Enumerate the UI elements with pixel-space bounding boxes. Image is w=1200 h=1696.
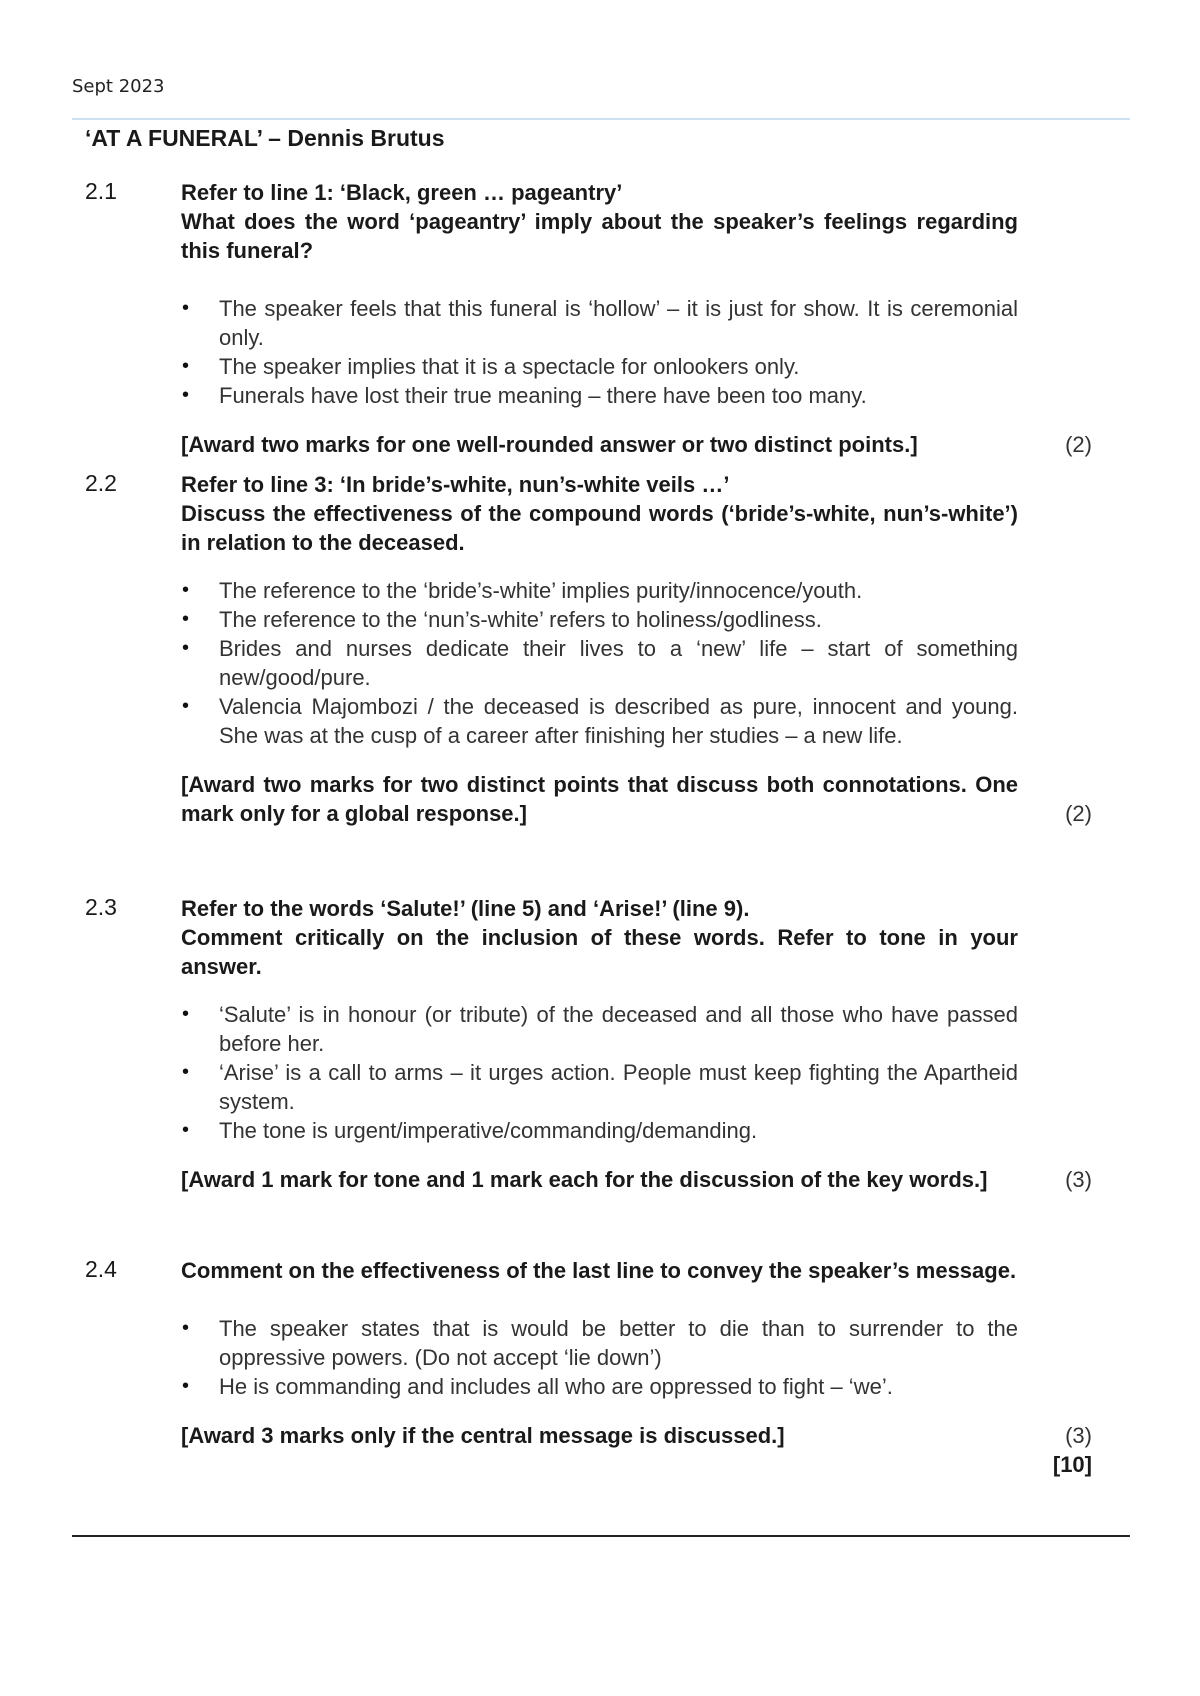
answer-point: • The speaker feels that this funeral is ‘hollow’ – it is just for show. It is ceremonial only. [181,294,1018,352]
question-prompt: Comment on the effectiveness of the last line to convey the speaker’s message. [181,1258,1017,1283]
award-instruction: [Award two marks for two distinct points that discuss both connotations. One mark only for a global response.] [181,772,1018,826]
answer-point: • The tone is urgent/imperative/commanding/demanding. [181,1116,1018,1145]
poem-title: ‘AT A FUNERAL’ – Dennis Brutus [85,125,445,151]
answer-point: • The speaker states that is would be better to die than to surrender to the oppressive powers. (Do not accept ‘lie down’) [181,1314,1018,1372]
mark-allocation: (2) [1065,432,1092,457]
answer-list [181,1000,1018,1145]
question-number: 2.3 [85,894,117,920]
question-number: 2.2 [85,470,117,496]
answer-point: • The speaker implies that it is a spectacle for onlookers only. [181,352,1018,381]
answer-list [181,576,1018,750]
question-prompt: Discuss the effectiveness of the compound words (‘bride’s-white, nun’s-white’) in relation to the deceased. [181,501,1018,555]
answer-point: • Brides and nurses dedicate their lives to a ‘new’ life – start of something new/good/pure. [181,634,1018,692]
question-2-3 [85,894,1095,1256]
answer-point: • ‘Salute’ is in honour (or tribute) of the deceased and all those who have passed before her. [181,1000,1018,1058]
question-2-2 [85,470,1095,894]
question-reference: Refer to line 1: ‘Black, green … pageantry’ [181,180,623,205]
question-2-4 [85,1256,1095,1479]
memo-content [85,178,1095,1479]
answer-point: • Funerals have lost their true meaning – there have been too many. [181,381,1018,410]
answer-list [181,294,1018,410]
header-date: Sept 2023 [72,76,165,97]
answer-point: • ‘Arise’ is a call to arms – it urges action. People must keep fighting the Apartheid system. [181,1058,1018,1116]
question-prompt: Comment critically on the inclusion of these words. Refer to tone in your answer. [181,925,1018,979]
answer-point: • He is commanding and includes all who are oppressed to fight – ‘we’. [181,1372,1018,1401]
question-2-1 [85,178,1095,470]
mark-allocation: (3) [1065,1167,1092,1192]
total-marks: [10] [1052,1452,1092,1477]
award-instruction: [Award 3 marks only if the central message is discussed.] [181,1423,785,1448]
answer-point: • Valencia Majombozi / the deceased is described as pure, innocent and young. She was at the cusp of a career after finishing her studies – a new life. [181,692,1018,750]
mark-allocation: (2) [1065,801,1092,826]
answer-point: • The reference to the ‘bride’s-white’ implies purity/innocence/youth. [181,576,1018,605]
question-number: 2.4 [85,1256,117,1282]
question-number: 2.1 [85,178,117,204]
question-prompt: What does the word ‘pageantry’ imply about the speaker’s feelings regarding this funeral? [181,209,1018,263]
question-reference: Refer to line 3: ‘In bride’s-white, nun’s-white veils …’ [181,472,730,497]
answer-point: • The reference to the ‘nun’s-white’ refers to holiness/godliness. [181,605,1018,634]
answer-list [181,1314,1018,1401]
question-reference: Refer to the words ‘Salute!’ (line 5) and ‘Arise!’ (line 9). [181,896,750,921]
award-instruction: [Award 1 mark for tone and 1 mark each for the discussion of the key words.] [181,1167,988,1192]
award-instruction: [Award two marks for one well-rounded answer or two distinct points.] [181,432,918,457]
mark-allocation: (3) [1065,1423,1092,1448]
top-divider [72,118,1130,120]
bottom-divider [72,1535,1130,1537]
